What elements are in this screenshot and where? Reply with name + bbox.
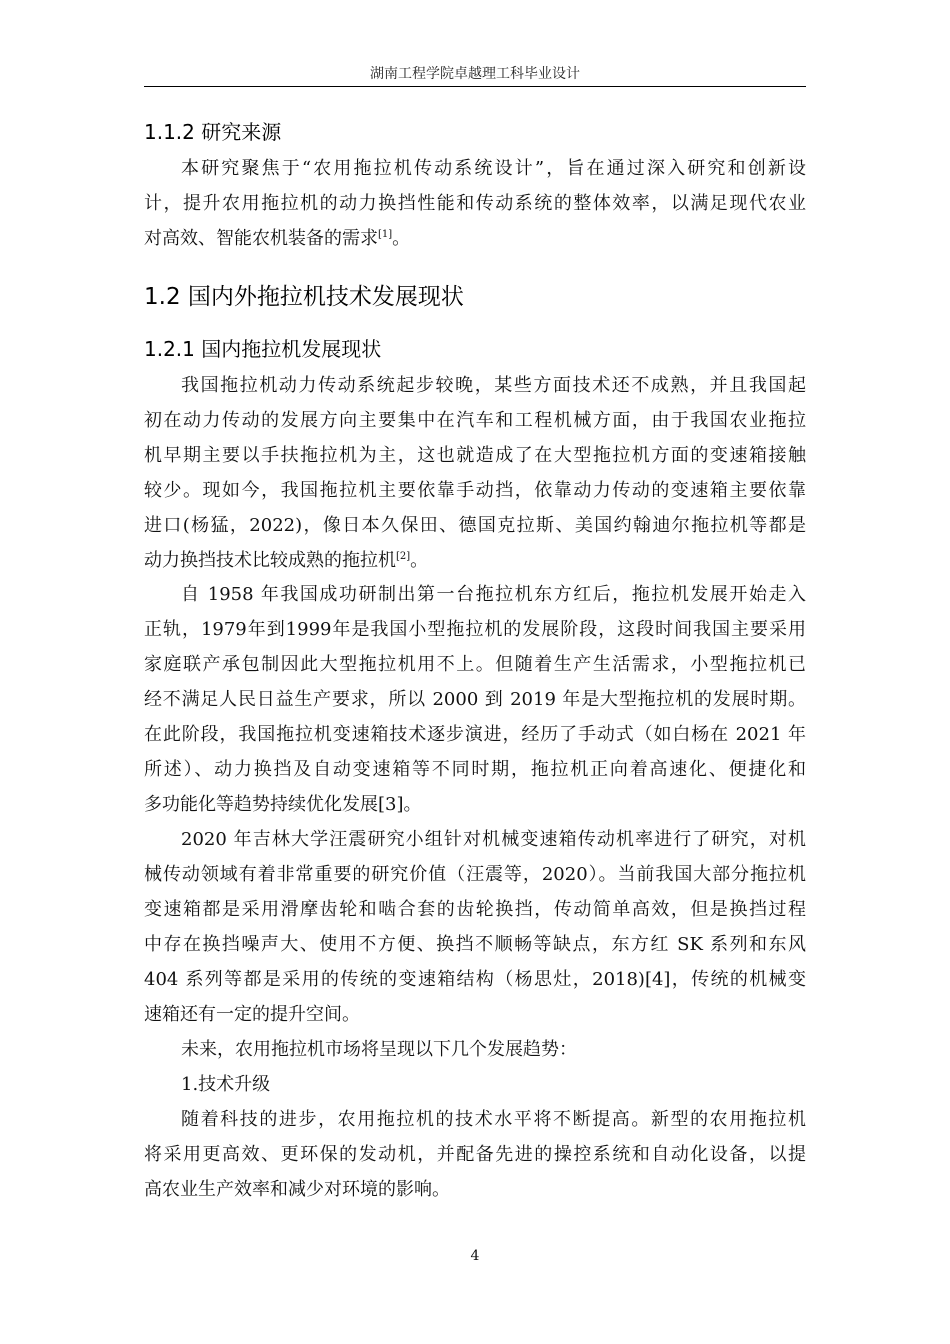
paragraph-domestic-2 [144,577,806,822]
heading-1-1-2: 1.1.2 研究来源 [144,120,282,144]
text-line: 将采用更高效、更环保的发动机，并配备先进的操控系统和自动化设备，以提 [144,1144,806,1165]
text-line: 变速箱都是采用滑摩齿轮和啮合套的齿轮换挡，传动简单高效，但是换挡过程 [144,899,806,920]
text-line: 正轨，1979年到1999年是我国小型拖拉机的发展阶段，这段时间我国主要采用 [144,619,806,640]
text-line [144,221,806,256]
text-line: 较少。现如今，我国拖拉机主要依靠手动挡，依靠动力传动的变速箱主要依靠 [144,480,806,501]
text-run: 动力换挡技术比较成熟的拖拉机 [144,550,396,571]
text-line: 在此阶段，我国拖拉机变速箱技术逐步演进，经历了手动式（如白杨在 2021 年 [144,724,806,745]
header-rule [144,86,806,87]
text-line: 所述）、动力换挡及自动变速箱等不同时期，拖拉机正向着高速化、便捷化和 [144,759,806,780]
text-line: 计，提升农用拖拉机的动力换挡性能和传动系统的整体效率，以满足现代农业 [144,193,806,214]
citation-ref: [2] [396,551,411,562]
running-header: 湖南工程学院卓越理工科毕业设计 [370,66,580,82]
text-line: 我国拖拉机动力传动系统起步较晚，某些方面技术还不成熟，并且我国起 [181,375,806,396]
text-line: 未来，农用拖拉机市场将呈现以下几个发展趋势： [181,1039,577,1060]
text-run: 。 [392,228,411,249]
paragraph-domestic-1 [144,368,806,578]
text-line: 高农业生产效率和减少对环境的影响。 [144,1179,450,1200]
text-line: 1.技术升级 [181,1074,271,1095]
text-line: 自 1958 年我国成功研制出第一台拖拉机东方红后，拖拉机发展开始走入 [181,584,806,605]
text-line: 械传动领域有着非常重要的研究价值（汪震等，2020）。当前我国大部分拖拉机 [144,864,806,885]
text-line: 中存在换挡噪声大、使用不方便、换挡不顺畅等缺点，东方红 SK 系列和东风 [144,934,806,955]
text-line: 进口(杨猛，2022)，像日本久保田、德国克拉斯、美国约翰迪尔拖拉机等都是 [144,515,806,536]
list-item-technology-upgrade [144,1067,806,1102]
text-line: 速箱还有一定的提升空间。 [144,1004,360,1025]
text-run: 对高效、智能农机装备的需求 [144,228,378,249]
text-line: 2020 年吉林大学汪震研究小组针对机械变速箱传动机率进行了研究，对机 [181,829,806,850]
paragraph-research-source [144,151,806,256]
text-run: 。 [410,550,429,571]
text-line: 机早期主要以手扶拖拉机为主，这也就造成了在大型拖拉机方面的变速箱接触 [144,445,806,466]
text-line: 经不满足人民日益生产要求，所以 2000 到 2019 年是大型拖拉机的发展时期。 [144,689,806,710]
text-line: 初在动力传动的发展方向主要集中在汽车和工程机械方面，由于我国农业拖拉 [144,410,806,431]
page-number: 4 [470,1248,480,1264]
heading-1-2-1: 1.2.1 国内拖拉机发展现状 [144,337,382,361]
paragraph-technology-upgrade [144,1102,806,1207]
text-line: 随着科技的进步，农用拖拉机的技术水平将不断提高。新型的农用拖拉机 [181,1109,806,1130]
text-line: 家庭联产承包制因此大型拖拉机用不上。但随着生产生活需求，小型拖拉机已 [144,654,806,675]
heading-1-2: 1.2 国内外拖拉机技术发展现状 [144,284,464,310]
text-line: 多功能化等趋势持续优化发展[3]。 [144,794,422,815]
text-line: 404 系列等都是采用的传统的变速箱结构（杨思灶，2018)[4]，传统的机械变 [144,969,806,990]
text-line [144,543,806,578]
paragraph-domestic-3 [144,822,806,1032]
text-line: 本研究聚焦于“农用拖拉机传动系统设计”，旨在通过深入研究和创新设 [181,158,806,179]
citation-ref: [1] [378,229,393,240]
paragraph-trends-intro [144,1032,806,1067]
